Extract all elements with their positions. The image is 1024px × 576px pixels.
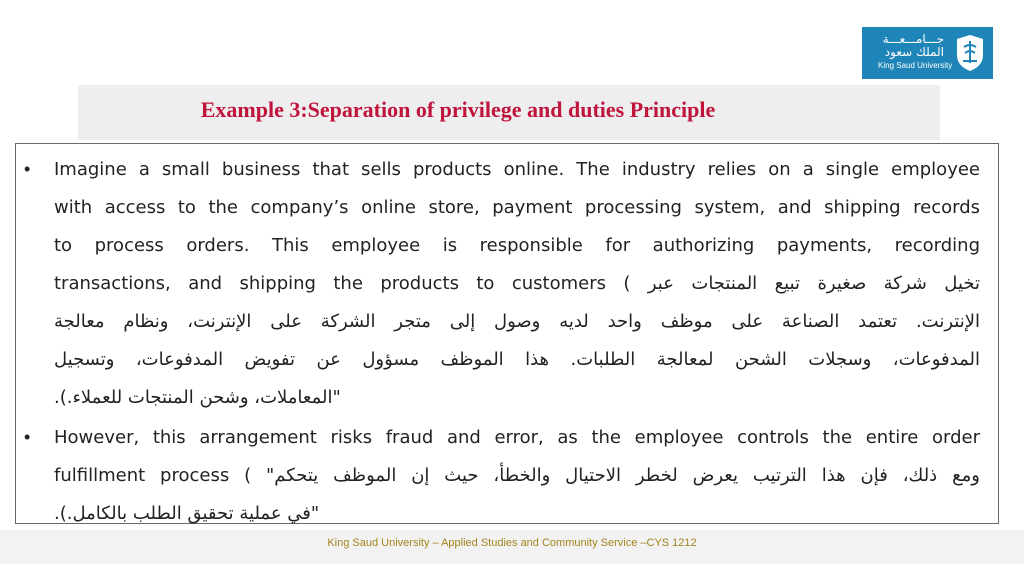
bullet-1-line-7: "المعاملات، وشحن المنتجات للعملاء.).	[54, 387, 341, 408]
logo-arabic-line-1: جـــامـــعـــة	[882, 32, 944, 46]
bullet-marker: •	[24, 427, 31, 447]
bullet-1-line-6: المدفوعات، وسجلات الشحن لمعالجة الطلبات. هذا الموظف مسؤول عن تفويض المدفوعات، وتسجيل	[54, 349, 980, 370]
bullet-2-line-1: However, this arrangement risks fraud and error, as the employee controls the entire order	[54, 427, 980, 448]
bullet-1-line-2: with access to the company’s online store, payment processing system, and shipping records	[54, 197, 980, 218]
university-logo	[862, 27, 993, 79]
logo-arabic-name	[878, 33, 944, 59]
footer-text: King Saud University – Applied Studies and Community Service –CYS 1212	[327, 537, 697, 549]
bullet-marker: •	[24, 159, 31, 179]
bullet-1-line-5: الإنترنت. تعتمد الصناعة على موظف واحد لديه وصول إلى متجر الشركة على الإنترنت، ونظام معالجة	[54, 311, 980, 332]
slide-title: Example 3:Separation of privilege and duties Principle	[200, 97, 716, 122]
bullet-2-line-3: "في عملية تحقيق الطلب بالكامل.).	[54, 503, 320, 524]
logo-arabic-line-2: الملك سعود	[884, 45, 944, 59]
bullet-1-line-4: transactions, and shipping the products to customers ( تخيل شركة صغيرة تبيع المنتجات عبر	[54, 273, 981, 294]
title-bar	[78, 85, 940, 140]
logo-english-name: King Saud University	[878, 61, 953, 70]
bullet-2-line-2: fulfillment process ( "ومع ذلك، فإن هذا الترتيب يعرض لخطر الاحتيال والخطأ، حيث إن الموظف يتحكم	[54, 465, 980, 486]
bullet-1-line-1: Imagine a small business that sells products online. The industry relies on a single employee	[54, 159, 980, 180]
university-emblem-icon	[954, 33, 986, 73]
bullet-1-line-3: to process orders. This employee is responsible for authorizing payments, recording	[54, 235, 980, 256]
content-box	[15, 143, 999, 524]
